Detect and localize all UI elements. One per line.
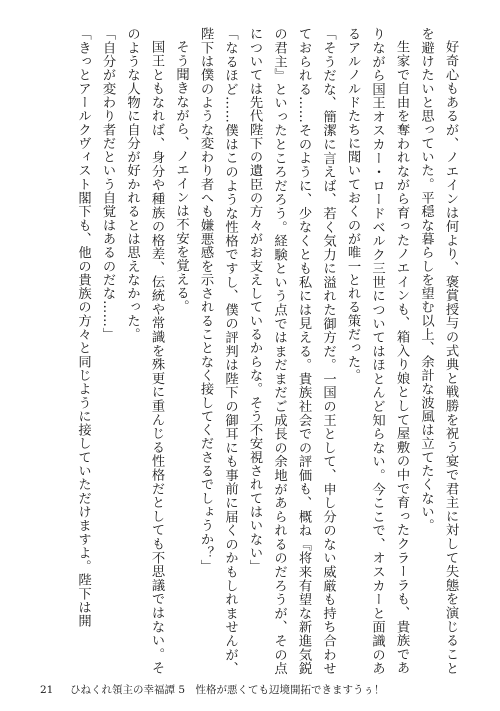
- page-number: 21: [40, 684, 54, 696]
- paragraph: そう聞きながら、ノエインは不安を覚える。: [173, 40, 189, 314]
- dialogue-paragraph: 「そうだな、簡潔に言えば、若く気力に溢れた御方だ。一国の王として、申し分のない威厳も持ち合わせておられる……そのように、少なくとも私には見える。貴族社会での評価も、概ね『将来有望な新進気鋭の君主』といったところだろう。経験という点ではまだまだご成長の余地があられるのだろうが、その点については先代陛下の遺臣の方々がお支えしているからな。そう不安視されてはいない」: [247, 27, 336, 675]
- dialogue-paragraph: 「きっとアールクヴィスト閣下も、他の貴族の方々と同じように接していただけますよ。陛下は開: [75, 27, 91, 628]
- paragraph: 生家で自由を奪われながら育ったノエインも、箱入り娘として屋敷の中で育ったクラーラも、貴族でありながら国王オスカー・ロードベルク三世についてはほとんど知らない。今ここで、オスカーと面識のあるアルノルドたちに聞いておくのが唯一とれる策だった。: [345, 27, 409, 675]
- dialogue-paragraph: 「なるほど……僕はこのような性格ですし、僕の評判は陛下の御耳にも事前に届くのかもしれませんが、陛下は僕のような変わり者へも嫌悪感を示されることなく接してくださるでしょうか？」: [198, 27, 238, 675]
- vertical-body-text: [32, 27, 462, 675]
- paragraph: 好奇心もあるが、ノエインは何より、褒賞授与の式典と戦勝を祝う宴で君主に対して失態を演じることを避けたいと思っていた。平穏な暮らしを望む以上、余計な波風は立てたくない。: [418, 27, 458, 675]
- page-footer: [40, 682, 480, 697]
- paragraph: 国王ともなれば、身分や種族の格差、伝統や常識を殊更に重んじる性格だとしても不思議ではない。そのような人物に自分が好かれるとは思えなかった。: [124, 27, 164, 675]
- running-title: ひねくれ領主の幸福譚 5 性格が悪くても辺境開拓できますうぅ！: [70, 684, 385, 696]
- dialogue-paragraph: 「自分が変わり者だという自覚はあるのだな……」: [100, 27, 115, 341]
